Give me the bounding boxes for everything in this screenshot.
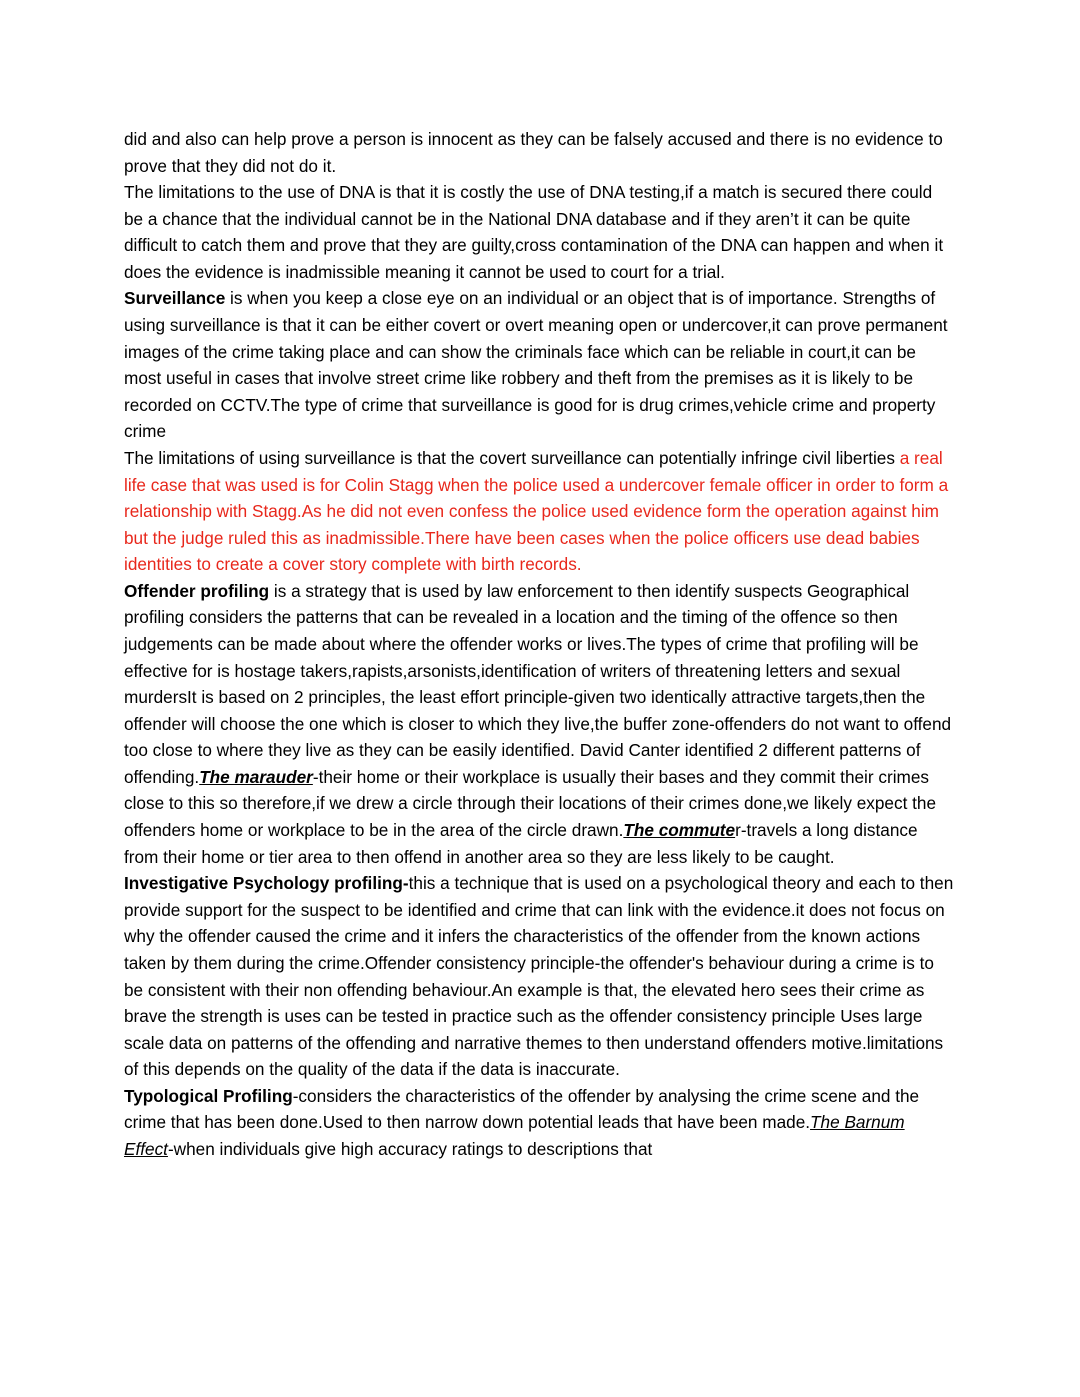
- text-run: is when you keep a close eye on an individual or an object that is of importance. Strengths of using surveillance is that it can be either covert or overt meaning open or undercover,it can prove permanent images of the crime taking place and can show the criminals face which can be reliable in court,it can be most useful in cases that involve street crime like robbery and theft from the premises as it is likely to be recorded on CCTV.The type of crime that surveillance is good for is drug crimes,vehicle crime and property crime: [124, 288, 948, 442]
- paragraph-investigative-psychology: [124, 870, 956, 1083]
- text-run: The commute: [623, 820, 736, 841]
- text-run: -their home or their workplace is usually their bases and they commit their crimes close to this so therefore,if we drew a circle through their locations of their crimes done,we likely expect the offenders home or workplace to be in the area of the circle drawn.: [124, 766, 937, 841]
- text-run: The marauder: [199, 766, 313, 787]
- text-run: a real life case that was used is for Colin Stagg when the police used a undercover female officer in order to form a relationship with Stagg.As he did not even confess the police used evidence form the operation against him but the judge ruled this as inadmissible.There have been cases when the police officers use dead babies identities to create a cover story complete with birth records.: [124, 447, 949, 575]
- text-run: Typological Profiling: [124, 1085, 293, 1106]
- paragraph-surveillance-limitations: [124, 445, 956, 578]
- text-run: -considers the characteristics of the offender by analysing the crime scene and the crime that has been done.Used to then narrow down potential leads that have been made.: [124, 1085, 920, 1133]
- text-run: Investigative Psychology profiling-: [124, 873, 409, 894]
- text-run: The limitations of using surveillance is that the covert surveillance can potentially infringe civil liberties: [124, 447, 900, 468]
- text-run: Offender profiling: [124, 580, 270, 601]
- paragraph-surveillance-strengths: [124, 285, 956, 444]
- text-run: -when individuals give high accuracy ratings to descriptions that: [167, 1138, 653, 1159]
- text-run: is a strategy that is used by law enforcement to then identify suspects Geographical profiling considers the patterns that can be revealed in a location and the timing of the offence so then judgements can be made about where the offender works or lives.The types of crime that profiling will be effective for is hostage takers,rapists,arsonists,identification of writers of threatening letters and sexual murdersIt is based on 2 principles, the least effort principle-given two identically attractive targets,then the offender will choose the one which is closer to which they live,the buffer zone-offenders do not want to offend too close to where they live as they can be easily identified. David Canter identified 2 different patterns of offending.: [124, 580, 952, 787]
- paragraph-dna-innocence: [124, 126, 956, 179]
- text-run: r-travels a long distance from their home or tier area to then offend in another area so they are less likely to be caught.: [124, 820, 918, 867]
- text-run: The Barnum Effect: [124, 1112, 905, 1159]
- document-body: [124, 126, 956, 1163]
- text-run: did and also can help prove a person is innocent as they can be falsely accused and there is no evidence to prove that they did not do it.: [124, 129, 943, 176]
- paragraph-offender-profiling: [124, 578, 956, 870]
- text-run: this a technique that is used on a psychological theory and each to then provide support for the suspect to be identified and crime that can link with the evidence.it does not focus on why the offender caused the crime and it infers the characteristics of the offender from the known actions taken by them during the crime.Offender consistency principle-the offender's behaviour during a crime is to be consistent with their non offending behaviour.An example is that, the elevated hero sees their crime as brave the strength is uses can be tested in practice such as the offender consistency principle Uses large scale data on patterns of the offending and narrative themes to then understand offenders motive.limitations of this depends on the quality of the data if the data is inaccurate.: [124, 873, 954, 1080]
- text-run: Surveillance: [124, 288, 226, 309]
- paragraph-typological-profiling: [124, 1083, 956, 1163]
- text-run: The limitations to the use of DNA is that it is costly the use of DNA testing,if a match is secured there could be a chance that the individual cannot be in the National DNA database and if they aren’t it can be quite difficult to catch them and prove that they are guilty,cross contamination of the DNA can happen and when it does the evidence is inadmissible meaning it cannot be used to court for a trial.: [124, 182, 944, 282]
- paragraph-dna-limitations: [124, 179, 956, 285]
